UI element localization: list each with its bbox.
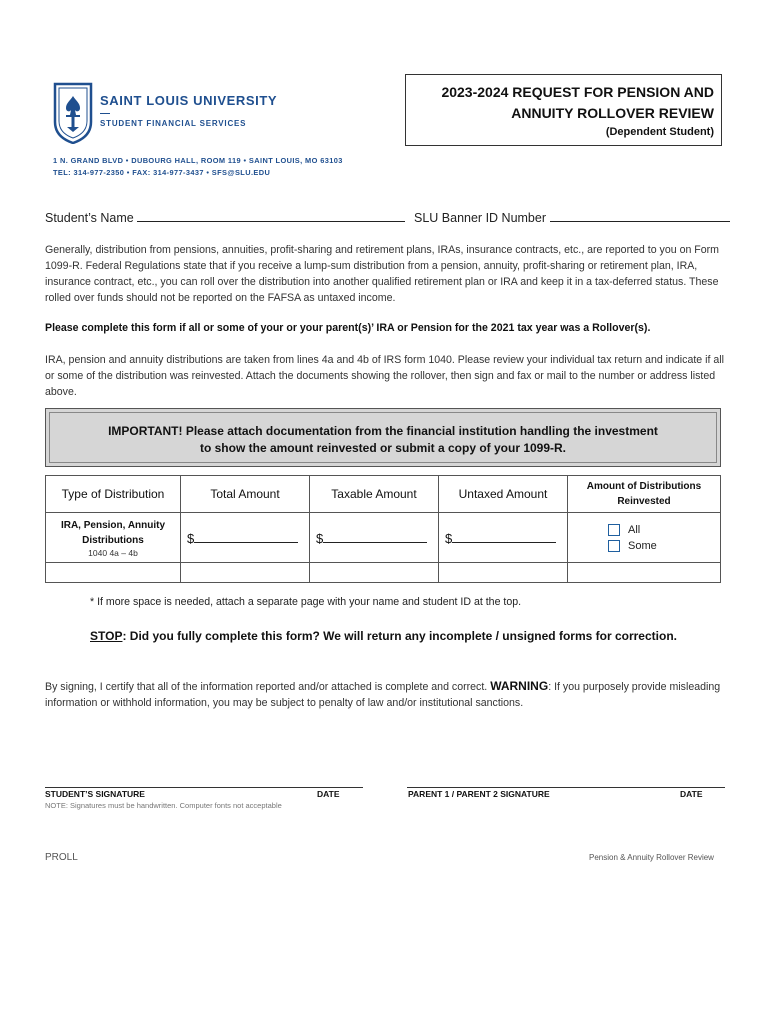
untaxed-amount-input[interactable]: $ [439,513,568,563]
university-logo-icon [53,82,93,144]
empty-cell[interactable] [46,563,181,583]
student-name-label: Student’s Name [45,211,134,225]
header-reinvested: Amount of Distributions Reinvested [568,476,721,513]
checkbox-some-icon[interactable] [608,540,620,552]
form-title-line1: 2023-2024 REQUEST FOR PENSION AND [441,84,714,100]
empty-cell[interactable] [181,563,310,583]
divider [100,113,110,114]
banner-id-blank[interactable] [550,210,730,222]
empty-cell[interactable] [439,563,568,583]
important-notice [45,408,721,467]
footer-title: Pension & Annuity Rollover Review [589,853,714,862]
stop-warning: STOP: Did you fully complete this form? We will return any incomplete / unsigned forms for correction. [90,629,677,643]
signature-note: NOTE: Signatures must be handwritten. Computer fonts not acceptable [45,801,282,810]
student-name-field[interactable] [45,210,405,225]
university-name: SAINT LOUIS UNIVERSITY [100,93,278,108]
address-line: 1 N. GRAND BLVD • DUBOURG HALL, ROOM 119 • SAINT LOUIS, MO 63103 [53,156,343,165]
contact-line: TEL: 314-977-2350 • FAX: 314-977-3437 • SFS@SLU.EDU [53,168,271,177]
option-some[interactable]: Some [568,538,720,554]
reinvested-options [568,513,721,563]
form-code: PROLL [45,852,78,863]
student-name-blank[interactable] [137,210,405,222]
date-label: DATE [317,789,340,799]
important-line2: to show the amount reinvested or submit a copy of your 1099-R. [199,441,567,455]
parent-signature-label: PARENT 1 / PARENT 2 SIGNATURE [408,789,550,799]
instruction-paragraph: Please complete this form if all or some of your or your parent(s)’ IRA or Pension for the 2021 tax year was a Rollover(s). [45,322,651,334]
distribution-paragraph: IRA, pension and annuity distributions are taken from lines 4a and 4b of IRS form 1040. Please review your individual tax return and indicate if all or some of the distribution was reinvested. Attach the documents showing the rollover, then sign and fax or mail to the number or address listed above. [45,354,724,398]
header-taxable: Taxable Amount [310,476,439,513]
intro-paragraph: Generally, distribution from pensions, annuities, profit-sharing and retirement plans, IRAs, insurance contracts, etc., are reported to you on Form 1099-R. Federal Regulations state that if you receive a lump-sum distribution from a pension, annuity, profit-sharing or retirement plan, IRA, insurance contract, etc., you can roll over the distribution into another qualified retirement plan or IRA and keep it in a tax-deferred status. These rolled over funds should not be reported on the FAFSA as untaxed income. [45,244,720,304]
banner-id-label: SLU Banner ID Number [414,211,547,225]
header-type: Type of Distribution [46,476,181,513]
space-note: * If more space is needed, attach a separate page with your name and student ID at the top. [90,596,522,608]
banner-id-field[interactable] [414,210,730,225]
checkbox-all-icon[interactable] [608,524,620,536]
certification-text: By signing, I certify that all of the information reported and/or attached is complete and correct. WARNING: If you purposely provide misleading information or withhold information, you may be subject to penalty of law and/or institutional sanctions. [45,679,721,709]
important-line1: IMPORTANT! Please attach documentation from the financial institution handling the investment [108,424,658,438]
department-name: STUDENT FINANCIAL SERVICES [100,119,247,128]
taxable-amount-input[interactable]: $ [310,513,439,563]
distribution-table [45,475,721,583]
empty-cell[interactable] [568,563,721,583]
header-untaxed: Untaxed Amount [439,476,568,513]
student-signature-label: STUDENT’S SIGNATURE [45,789,145,799]
header-total: Total Amount [181,476,310,513]
total-amount-input[interactable]: $ [181,513,310,563]
student-signature-line[interactable] [45,787,363,788]
option-all[interactable]: All [568,522,720,538]
form-title-line2: ANNUITY ROLLOVER REVIEW [511,105,714,121]
form-subtitle: (Dependent Student) [605,126,714,138]
empty-cell[interactable] [310,563,439,583]
date-label: DATE [680,789,703,799]
parent-signature-line[interactable] [407,787,725,788]
row-label-cell: IRA, Pension, Annuity Distributions 1040 4a – 4b [46,513,181,563]
